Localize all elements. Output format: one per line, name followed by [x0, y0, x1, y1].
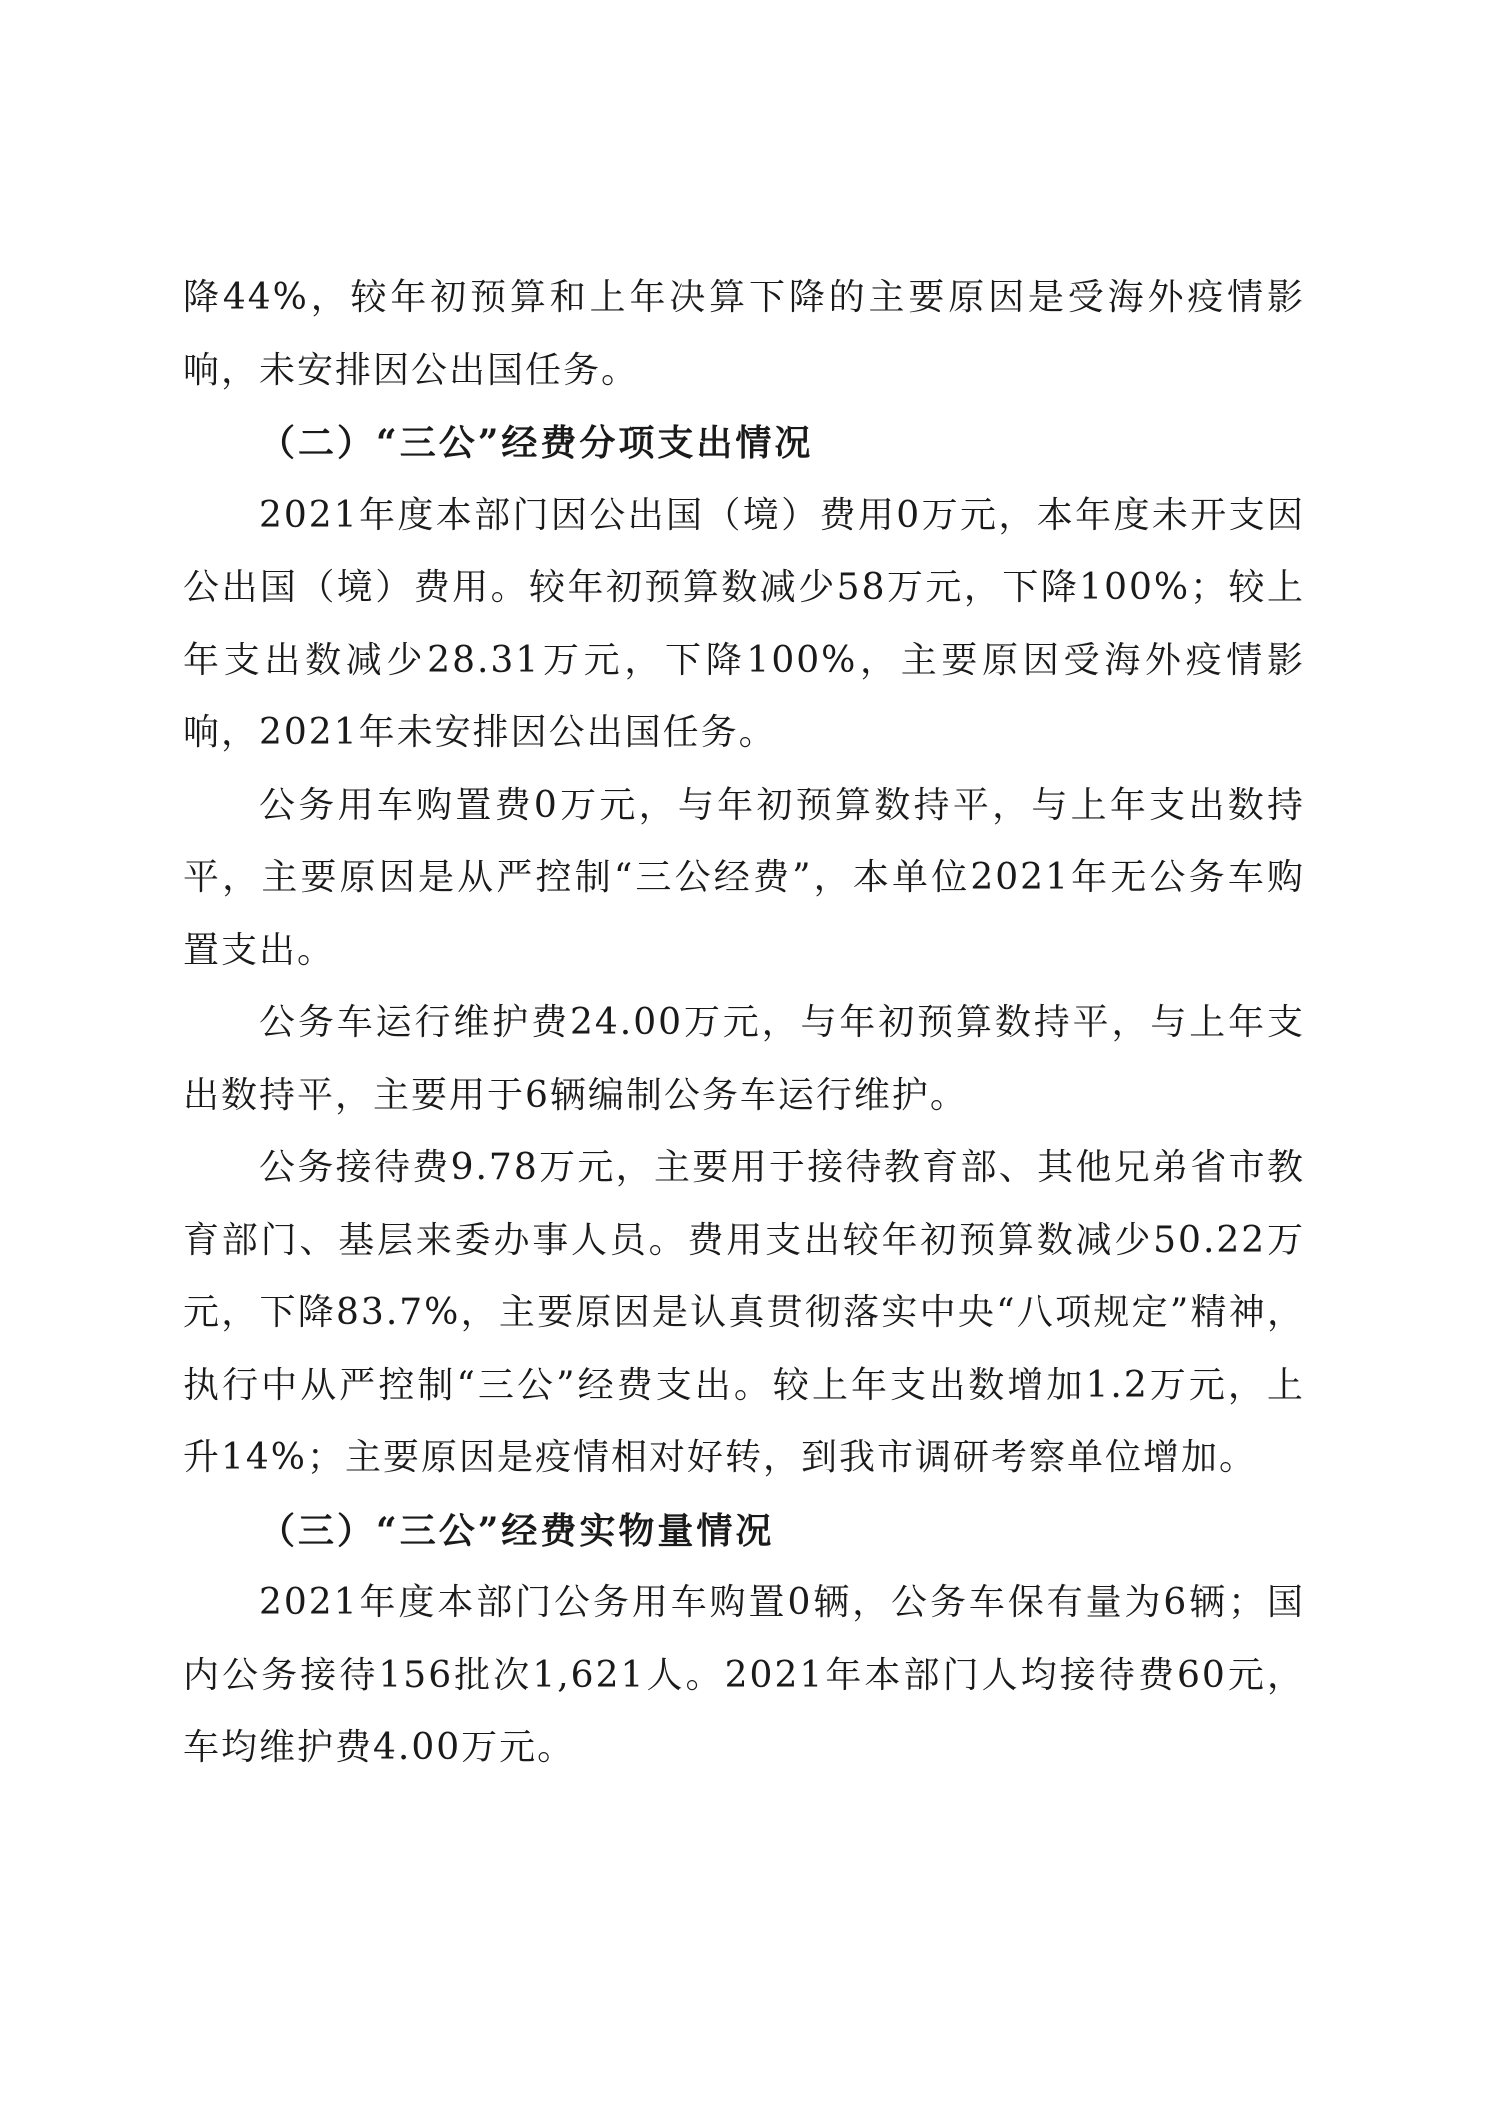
paragraph-continuation: 降44%，较年初预算和上年决算下降的主要原因是受海外疫情影响，未安排因公出国任务。	[183, 277, 1305, 391]
paragraph-vehicle-maintenance: 公务车运行维护费24.00万元，与年初预算数持平，与上年支出数持平，主要用于6辆编制公务车运行维护。	[183, 1002, 1305, 1116]
section-heading-3: （三）“三公”经费实物量情况	[259, 1509, 775, 1552]
paragraph-physical-quantity: 2021年度本部门公务用车购置0辆，公务车保有量为6辆；国内公务接待156批次1,621人。2021年本部门人均接待费60元，车均维护费4.00万元。	[183, 1582, 1305, 1768]
section-heading-2: （二）“三公”经费分项支出情况	[259, 422, 814, 464]
document-body	[183, 262, 1305, 1785]
paragraph-vehicle-purchase: 公务用车购置费0万元，与年初预算数持平，与上年支出数持平，主要原因是从严控制“三公经费”，本单位2021年无公务车购置支出。	[183, 784, 1305, 971]
paragraph-overseas-travel: 2021年度本部门因公出国（境）费用0万元，本年度未开支因公出国（境）费用。较年初预算数减少58万元，下降100%；较上年支出数减少28.31万元，下降100%，主要原因受海外疫情影响，2021年未安排因公出国任务。	[183, 494, 1305, 753]
paragraph-reception: 公务接待费9.78万元，主要用于接待教育部、其他兄弟省市教育部门、基层来委办事人员。费用支出较年初预算数减少50.22万元，下降83.7%，主要原因是认真贯彻落实中央“八项规定”精神，执行中从严控制“三公”经费支出。较上年支出数增加1.2万元，上升14%；主要原因是疫情相对好转，到我市调研考察单位增加。	[183, 1147, 1305, 1478]
